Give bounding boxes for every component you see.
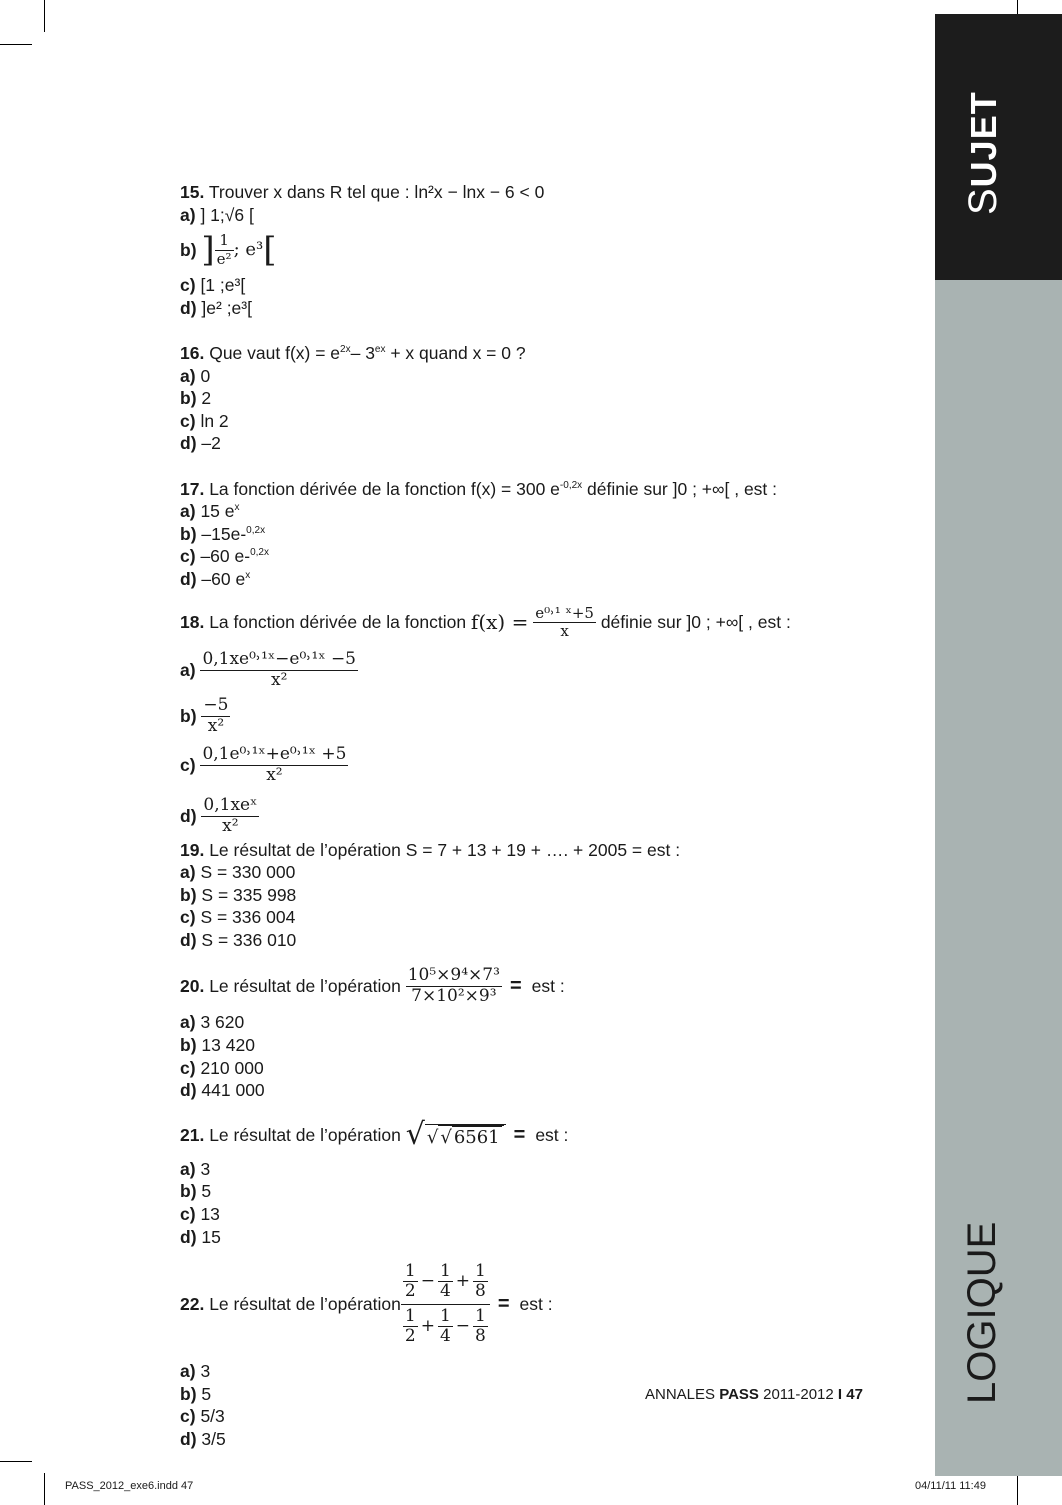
answer-16a: a) 0 [180,365,211,386]
answer-17c: c) –60 e-$^{0,2x}$ [180,546,269,567]
fraction: $\frac{\text{0,1xeˣ}}{\text{x²}}$ [203,795,258,836]
answer-16d: d) –2 [180,433,221,454]
question-15: 15. Trouver x dans R tel que : ln²x − lnx − 6 < 0 [180,182,545,202]
answer-16b: b) 2 [180,388,212,409]
print-slug-file: PASS_2012_exe6.indd 47 [65,1480,194,1492]
answer-15a: a) ] 1;√6 [ [180,204,254,225]
answer-20c: c) 210 000 [180,1057,264,1078]
answer-18d: d) $\frac{\text{0,1xeˣ}}{\text{x²}}$ [180,795,258,836]
page-footer: ANNALES PASS 2011-2012 I 47 [645,1386,863,1403]
question-20: 20. Le résultat de l’opération $\frac{\text{10⁵×9⁴×7³}}{\text{7×10²×9³}}$ = est : [180,965,565,1006]
question-18: 18. La fonction dérivée de la fonction f(x) = $\frac{\text{e⁰˒¹ ˣ+5}}{x}$ définie sur ]0 ; +∞[ , est : [180,603,791,640]
answer-22a: a) 3 [180,1361,211,1382]
section-label-logique: LOGIQUE [960,1221,1004,1404]
answer-15d: d) ]e² ;e³[ [180,297,252,318]
compound-fraction: $\frac{1}{2}$ − $\frac{1}{4}$ + $\frac{1}{8}$ $\frac{1}{2}$ + $\frac{1}{4}$ − $\frac{1}{8}$ [401,1260,490,1349]
open-bracket: ] [201,230,215,271]
fraction: $\frac{-5}{\text{x²}}$ [203,695,229,736]
answer-18c: c) $\frac{\text{0,1e⁰˒¹ˣ+e⁰˒¹ˣ +5}}{\text{x²}}$ [180,744,347,785]
fraction: $\frac{1}{\text{e²}}$ [216,231,232,268]
answer-17a: a) 15 $e^x$ [180,501,240,522]
answer-19b: b) S = 335 998 [180,884,297,905]
fraction: $\frac{\text{e⁰˒¹ ˣ+5}}{x}$ [535,603,594,640]
crop-mark [0,1461,32,1462]
answer-22d: d) 3/5 [180,1429,226,1449]
crop-mark [1017,1473,1018,1505]
answer-20a: a) 3 620 [180,1012,245,1033]
crop-mark [44,0,45,32]
answer-21a: a) 3 [180,1158,211,1179]
fraction: $\frac{\text{0,1e⁰˒¹ˣ+e⁰˒¹ˣ +5}}{\text{x²}}$ [202,744,347,785]
question-21: 21. Le résultat de l’opération √ √ √ 6561 = est : [180,1116,569,1152]
answer-15c: c) [1 ;e³[ [180,275,246,296]
fraction: $\frac{\text{10⁵×9⁴×7³}}{\text{7×10²×9³}}$ [407,965,500,1006]
open-bracket: [ [263,230,277,271]
answer-19a: a) S = 330 000 [180,862,296,883]
answer-18a: a) $\frac{\text{0,1xe⁰˒¹ˣ−e⁰˒¹ˣ −5}}{\text{x²}}$ [180,649,357,690]
questions-body [180,181,900,1451]
answer-21c: c) 13 [180,1204,220,1225]
answer-15b: b) ] $\frac{1}{\text{e²}}$ ; e³ [ [180,230,277,271]
answer-22c: c) 5/3 [180,1406,225,1427]
print-slug-date: 04/11/11 11:49 [915,1480,986,1492]
crop-mark [0,44,32,45]
answer-19c: c) S = 336 004 [180,907,296,928]
answer-17b: b) –15e-$^{0,2x}$ [180,523,266,544]
answer-19d: d) S = 336 010 [180,929,297,950]
answer-18b: b) $\frac{-5}{\text{x²}}$ [180,695,229,736]
answer-16c: c) ln 2 [180,410,229,431]
crop-mark [44,1473,45,1505]
question-16: 16. Que vaut $f(x) = e^{2x}-$ $3^{ex} + x$ quand x = 0 ? [180,342,526,363]
answer-21b: b) 5 [180,1181,212,1202]
answer-20b: b) 13 420 [180,1035,255,1056]
nested-root: √ √ √ 6561 [406,1120,506,1150]
answer-17d: d) –60 $e^x$ [180,568,251,589]
answer-21d: d) 15 [180,1226,221,1247]
question-17: 17. La fonction dérivée de la fonction f(x) = 300 $e^{-0,2x}$ définie sur ]0 ; +∞[ , est : [180,478,778,499]
answer-22b: b) 5 [180,1383,212,1404]
question-22: 22. Le résultat de l’opération $\frac{1}{2}$ − $\frac{1}{4}$ + $\frac{1}{8}$ $\frac{1}{2}$ + $\frac{1}{4}$ − $\frac{1}{8}$ = est : [180,1248,900,1360]
question-19: 19. Le résultat de l’opération S = 7 + 13 + 19 + …. + 2005 = est : [180,839,681,860]
answer-20d: d) 441 000 [180,1080,265,1101]
fraction: $\frac{\text{0,1xe⁰˒¹ˣ−e⁰˒¹ˣ −5}}{\text{x²}}$ [202,649,357,690]
section-label-sujet: SUJET [961,91,1005,215]
